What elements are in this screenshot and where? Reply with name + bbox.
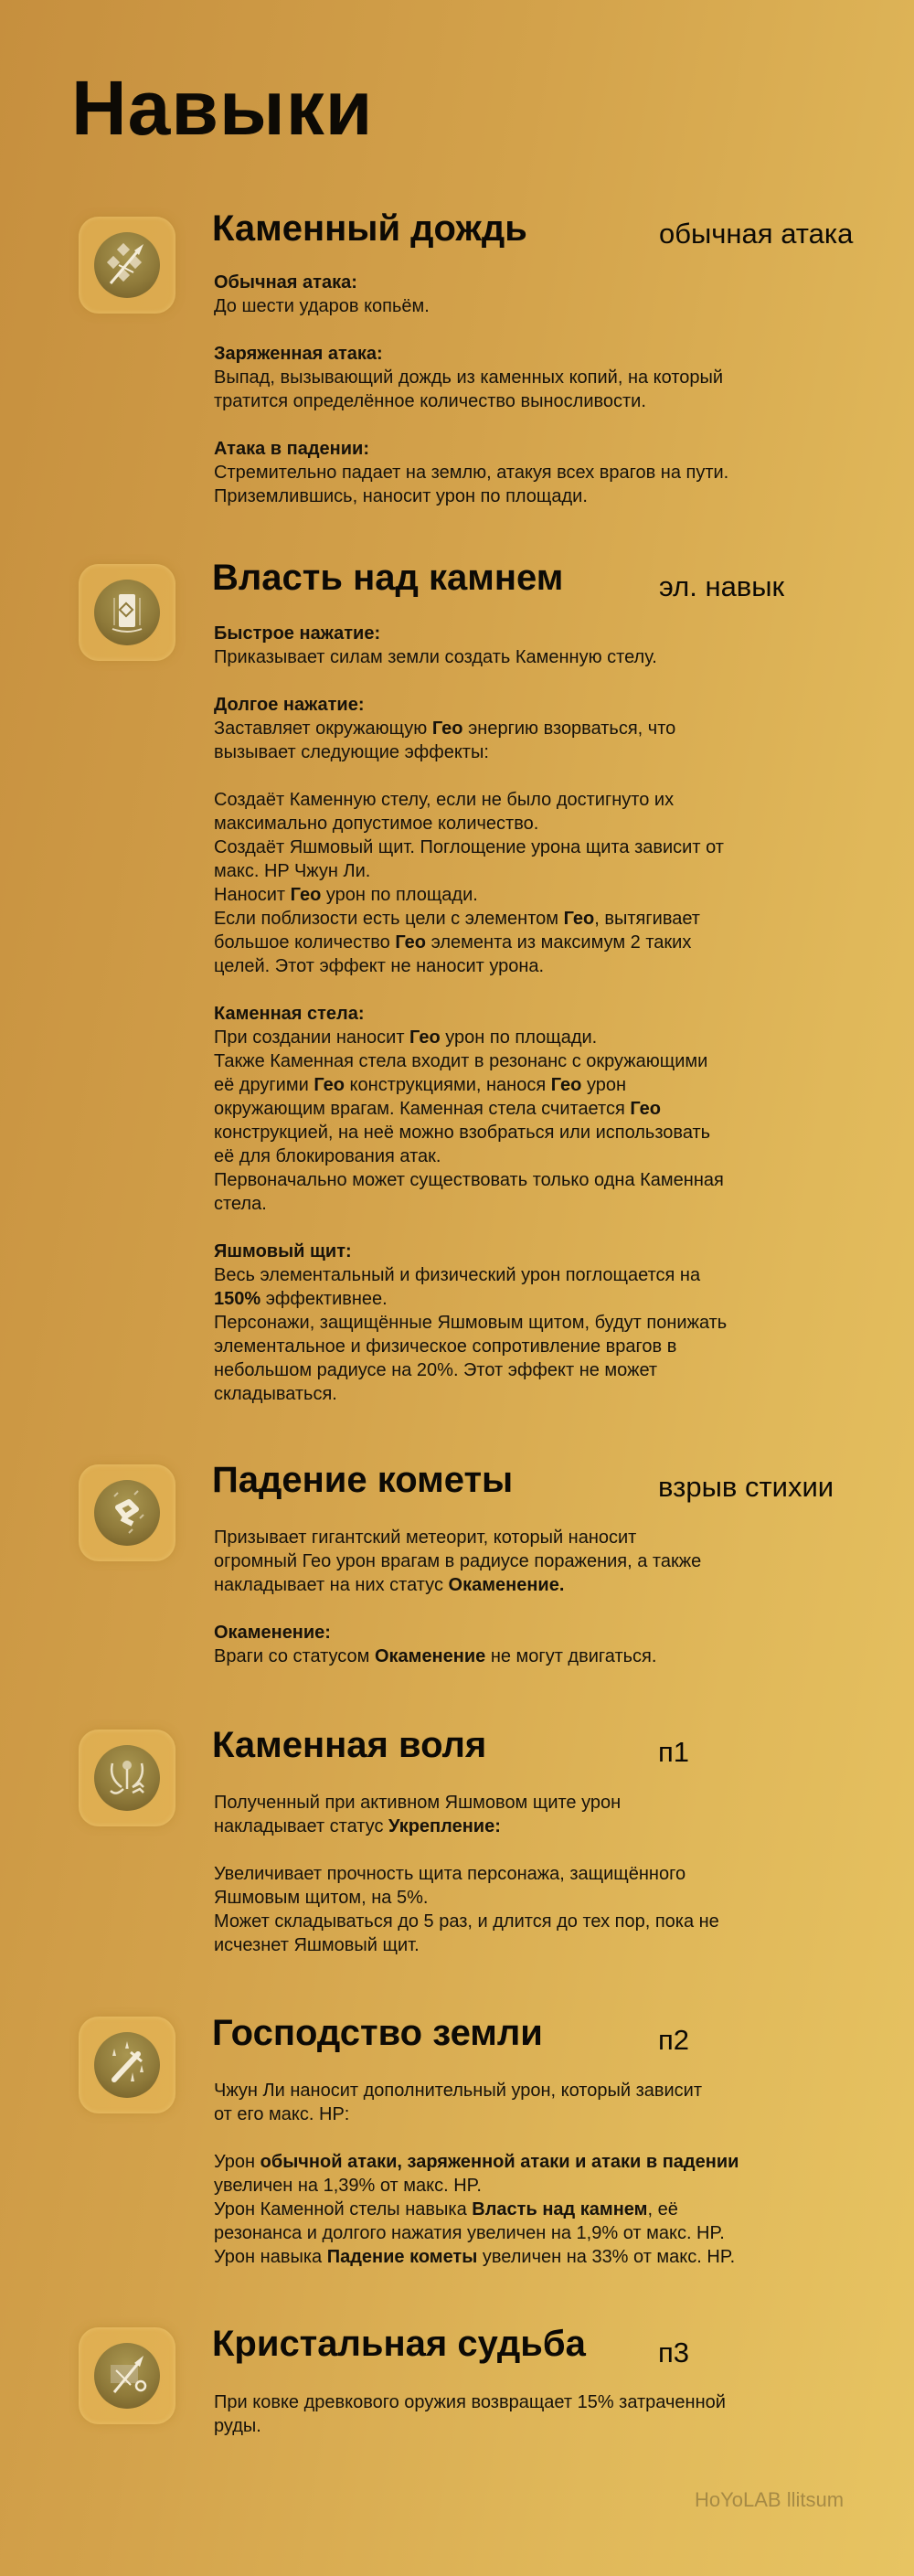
skill-description <box>214 1526 854 1668</box>
text-segment: Если поблизости есть цели с элементом <box>214 909 564 929</box>
text-segment: конструкцией, на неё можно взобраться или использовать <box>214 1123 711 1143</box>
highlight-text: Гео <box>409 1027 441 1048</box>
text-segment: Заставляет окружающую <box>214 719 432 739</box>
text-segment: Выпад, вызывающий дождь из каменных копий, на который <box>214 367 724 388</box>
text-segment: Увеличивает прочность щита персонажа, защищённого <box>214 1864 686 1884</box>
text-segment: конструкциями, нанося <box>345 1075 551 1095</box>
highlight-text: Падение кометы <box>326 2247 478 2267</box>
description-line <box>214 2102 854 2126</box>
text-segment: Персонажи, защищённые Яшмовым щитом, будут понижать <box>214 1313 728 1333</box>
text-segment: элементальное и физическое сопротивление врагов в <box>214 1336 677 1357</box>
paragraph-gap <box>214 1838 854 1862</box>
description-line <box>214 788 854 812</box>
description-line <box>214 461 854 484</box>
description-line <box>214 1026 854 1049</box>
description-line <box>214 1263 854 1287</box>
description-line <box>214 2174 854 2198</box>
skill-title: Каменная воля <box>212 1725 487 1765</box>
text-segment: Приказывает силам земли создать Каменную стелу. <box>214 647 657 667</box>
description-line <box>214 931 854 954</box>
skill-description <box>214 271 854 508</box>
text-segment: При создании наносит <box>214 1027 410 1048</box>
paragraph-gap <box>214 2126 854 2150</box>
highlight-text: Гео <box>395 932 427 953</box>
meteor-icon <box>94 1480 160 1546</box>
description-line <box>214 1097 854 1121</box>
description-line <box>214 1933 854 1957</box>
block-heading-line <box>214 271 854 294</box>
description-line <box>214 836 854 859</box>
skill-description <box>214 2079 854 2269</box>
description-line <box>214 1573 854 1597</box>
skill-type: п1 <box>658 1736 690 1768</box>
description-line <box>214 740 854 764</box>
text-segment: Наносит <box>214 885 291 905</box>
highlight-text: Гео <box>630 1099 662 1119</box>
block-heading: Обычная атака: <box>214 272 357 293</box>
highlight-text: Окаменение <box>374 1646 486 1666</box>
text-segment: накладывает на них статус <box>214 1575 449 1595</box>
paragraph-gap <box>214 318 854 342</box>
description-line <box>214 1121 854 1144</box>
paragraph-gap <box>214 764 854 788</box>
text-segment: увеличен на 1,39% от макс. HP. <box>214 2176 482 2196</box>
text-segment: Создаёт Каменную стелу, если не было достигнуто их <box>214 790 675 810</box>
highlight-text: Гео <box>314 1075 345 1095</box>
paragraph-gap <box>214 1597 854 1621</box>
skill-type: п2 <box>658 2024 690 2056</box>
text-segment: её другими <box>214 1075 314 1095</box>
block-heading: Долгое нажатие: <box>214 695 365 715</box>
text-segment: небольшом радиусе на 20%. Этот эффект не может <box>214 1360 658 1380</box>
text-segment: от его макс. HP: <box>214 2104 350 2124</box>
skill-description <box>214 1791 854 1957</box>
description-line <box>214 1144 854 1168</box>
text-segment: Весь элементальный и физический урон поглощается на <box>214 1265 701 1285</box>
paragraph-gap <box>214 669 854 693</box>
description-line <box>214 2414 854 2438</box>
text-segment: максимально допустимое количество. <box>214 814 539 834</box>
highlight-text: Власть над камнем <box>472 2199 648 2219</box>
text-segment: , её <box>647 2199 678 2219</box>
description-line <box>214 366 854 389</box>
highlight-text: 150% <box>214 1289 261 1309</box>
skill-icon-tile <box>79 217 175 314</box>
description-line <box>214 2079 854 2102</box>
block-heading: Окаменение: <box>214 1623 331 1643</box>
skill-description <box>214 2390 854 2438</box>
skill-type: п3 <box>658 2336 690 2368</box>
paragraph-gap <box>214 1216 854 1240</box>
description-line <box>214 2150 854 2174</box>
text-segment: урон по площади. <box>321 885 478 905</box>
highlight-text: Окаменение. <box>448 1575 565 1595</box>
description-line <box>214 1791 854 1815</box>
text-segment: Урон Каменной стелы навыка <box>214 2199 473 2219</box>
description-line <box>214 859 854 883</box>
stone-stele-icon <box>94 580 160 645</box>
text-segment: Стремительно падает на землю, атакуя всех врагов на пути. <box>214 463 729 483</box>
skill-title: Каменный дождь <box>212 208 527 249</box>
text-segment: Урон <box>214 2152 260 2172</box>
text-segment: вызывает следующие эффекты: <box>214 742 489 762</box>
text-segment: , вытягивает <box>594 909 700 929</box>
text-segment: урон по площади. <box>440 1027 598 1048</box>
text-segment: Яшмовым щитом, на 5%. <box>214 1888 429 1908</box>
text-segment: Может складываться до 5 раз, и длится до тех пор, пока не <box>214 1911 719 1932</box>
description-line <box>214 389 854 413</box>
description-line <box>214 1910 854 1933</box>
paragraph-gap <box>214 413 854 437</box>
description-line <box>214 2245 854 2269</box>
block-heading-line <box>214 622 854 645</box>
description-line <box>214 1382 854 1406</box>
description-line <box>214 883 854 907</box>
text-segment: тратится определённое количество выносливости. <box>214 391 646 411</box>
skill-description <box>214 622 854 1406</box>
block-heading: Атака в падении: <box>214 439 369 459</box>
block-heading-line <box>214 1240 854 1263</box>
constellation-1-icon <box>94 1745 160 1811</box>
paragraph-gap <box>214 978 854 1002</box>
text-segment: При ковке древкового оружия возвращает 15% затраченной <box>214 2392 726 2412</box>
text-segment: увеличен на 33% от макс. HP. <box>477 2247 736 2267</box>
text-segment: урон <box>581 1075 627 1095</box>
text-segment: резонанса и долгого нажатия увеличен на 1,9% от макс. HP. <box>214 2223 725 2243</box>
text-segment: Первоначально может существовать только одна Каменная <box>214 1170 724 1190</box>
text-segment: целей. Этот эффект не наносит урона. <box>214 956 545 976</box>
skill-title: Падение кометы <box>212 1460 514 1500</box>
description-line <box>214 2221 854 2245</box>
block-heading: Быстрое нажатие: <box>214 623 381 644</box>
text-segment: стела. <box>214 1194 267 1214</box>
spear-icon <box>94 232 160 298</box>
highlight-text: Гео <box>290 885 322 905</box>
block-heading-line <box>214 437 854 461</box>
text-segment: Приземлившись, наносит урон по площади. <box>214 486 588 506</box>
text-segment: эффективнее. <box>260 1289 388 1309</box>
description-line <box>214 1815 854 1838</box>
text-segment: исчезнет Яшмовый щит. <box>214 1935 420 1955</box>
description-line <box>214 1335 854 1358</box>
text-segment: энергию взорваться, что <box>462 719 676 739</box>
highlight-text: Укрепление: <box>388 1816 501 1836</box>
description-line <box>214 1526 854 1549</box>
constellation-2-icon <box>94 2032 160 2098</box>
description-line <box>214 1168 854 1192</box>
description-line <box>214 1358 854 1382</box>
description-line <box>214 1549 854 1573</box>
skill-title: Кристальная судьба <box>212 2324 586 2364</box>
text-segment: её для блокирования атак. <box>214 1146 441 1166</box>
highlight-text: обычной атаки, заряженной атаки и атаки в падении <box>260 2152 739 2172</box>
skill-icon-tile <box>79 1464 175 1561</box>
skill-icon-tile <box>79 564 175 661</box>
skill-title: Господство земли <box>212 2013 543 2053</box>
text-segment: огромный Гео урон врагам в радиусе поражения, а также <box>214 1551 702 1571</box>
description-line <box>214 1311 854 1335</box>
skill-icon-tile <box>79 2017 175 2113</box>
block-heading: Заряженная атака: <box>214 344 383 364</box>
description-line <box>214 645 854 669</box>
skill-type: обычная атака <box>659 218 854 250</box>
block-heading-line <box>214 693 854 717</box>
block-heading-line <box>214 342 854 366</box>
text-segment: Создаёт Яшмовый щит. Поглощение урона щита зависит от <box>214 837 724 857</box>
text-segment: Призывает гигантский метеорит, который наносит <box>214 1528 637 1548</box>
highlight-text: Гео <box>550 1075 582 1095</box>
skill-title: Власть над камнем <box>212 558 564 598</box>
text-segment: накладывает статус <box>214 1816 389 1836</box>
highlight-text: Гео <box>563 909 595 929</box>
page-title: Навыки <box>71 65 374 151</box>
watermark: HoYoLAB llitsum <box>695 2488 845 2511</box>
description-line <box>214 1645 854 1668</box>
text-segment: складываться. <box>214 1384 337 1404</box>
skill-icon-tile <box>79 2327 175 2424</box>
block-heading: Каменная стела: <box>214 1004 365 1024</box>
description-line <box>214 1049 854 1073</box>
text-segment: макс. HP Чжун Ли. <box>214 861 371 881</box>
skill-type: взрыв стихии <box>658 1471 834 1503</box>
text-segment: Также Каменная стела входит в резонанс с окружающими <box>214 1051 708 1071</box>
text-segment: Чжун Ли наносит дополнительный урон, который зависит <box>214 2081 702 2101</box>
text-segment: Урон навыка <box>214 2247 327 2267</box>
text-segment: Враги со статусом <box>214 1646 375 1666</box>
text-segment: не могут двигаться. <box>485 1646 657 1666</box>
description-line <box>214 1886 854 1910</box>
description-line <box>214 1287 854 1311</box>
description-line <box>214 294 854 318</box>
description-line <box>214 2198 854 2221</box>
description-line <box>214 1073 854 1097</box>
block-heading-line <box>214 1621 854 1645</box>
skill-type: эл. навык <box>659 570 785 602</box>
description-line <box>214 484 854 508</box>
text-segment: До шести ударов копьём. <box>214 296 430 316</box>
description-line <box>214 2390 854 2414</box>
description-line <box>214 717 854 740</box>
block-heading: Яшмовый щит: <box>214 1241 352 1261</box>
constellation-3-icon <box>94 2343 160 2409</box>
text-segment: элемента из максимум 2 таких <box>426 932 692 953</box>
text-segment: окружающим врагам. Каменная стела считается <box>214 1099 631 1119</box>
text-segment: руды. <box>214 2416 261 2436</box>
description-line <box>214 907 854 931</box>
description-line <box>214 954 854 978</box>
description-line <box>214 1192 854 1216</box>
text-segment: большое количество <box>214 932 396 953</box>
block-heading-line <box>214 1002 854 1026</box>
description-line <box>214 1862 854 1886</box>
description-line <box>214 812 854 836</box>
text-segment: Полученный при активном Яшмовом щите урон <box>214 1793 622 1813</box>
highlight-text: Гео <box>431 719 463 739</box>
skill-icon-tile <box>79 1730 175 1826</box>
